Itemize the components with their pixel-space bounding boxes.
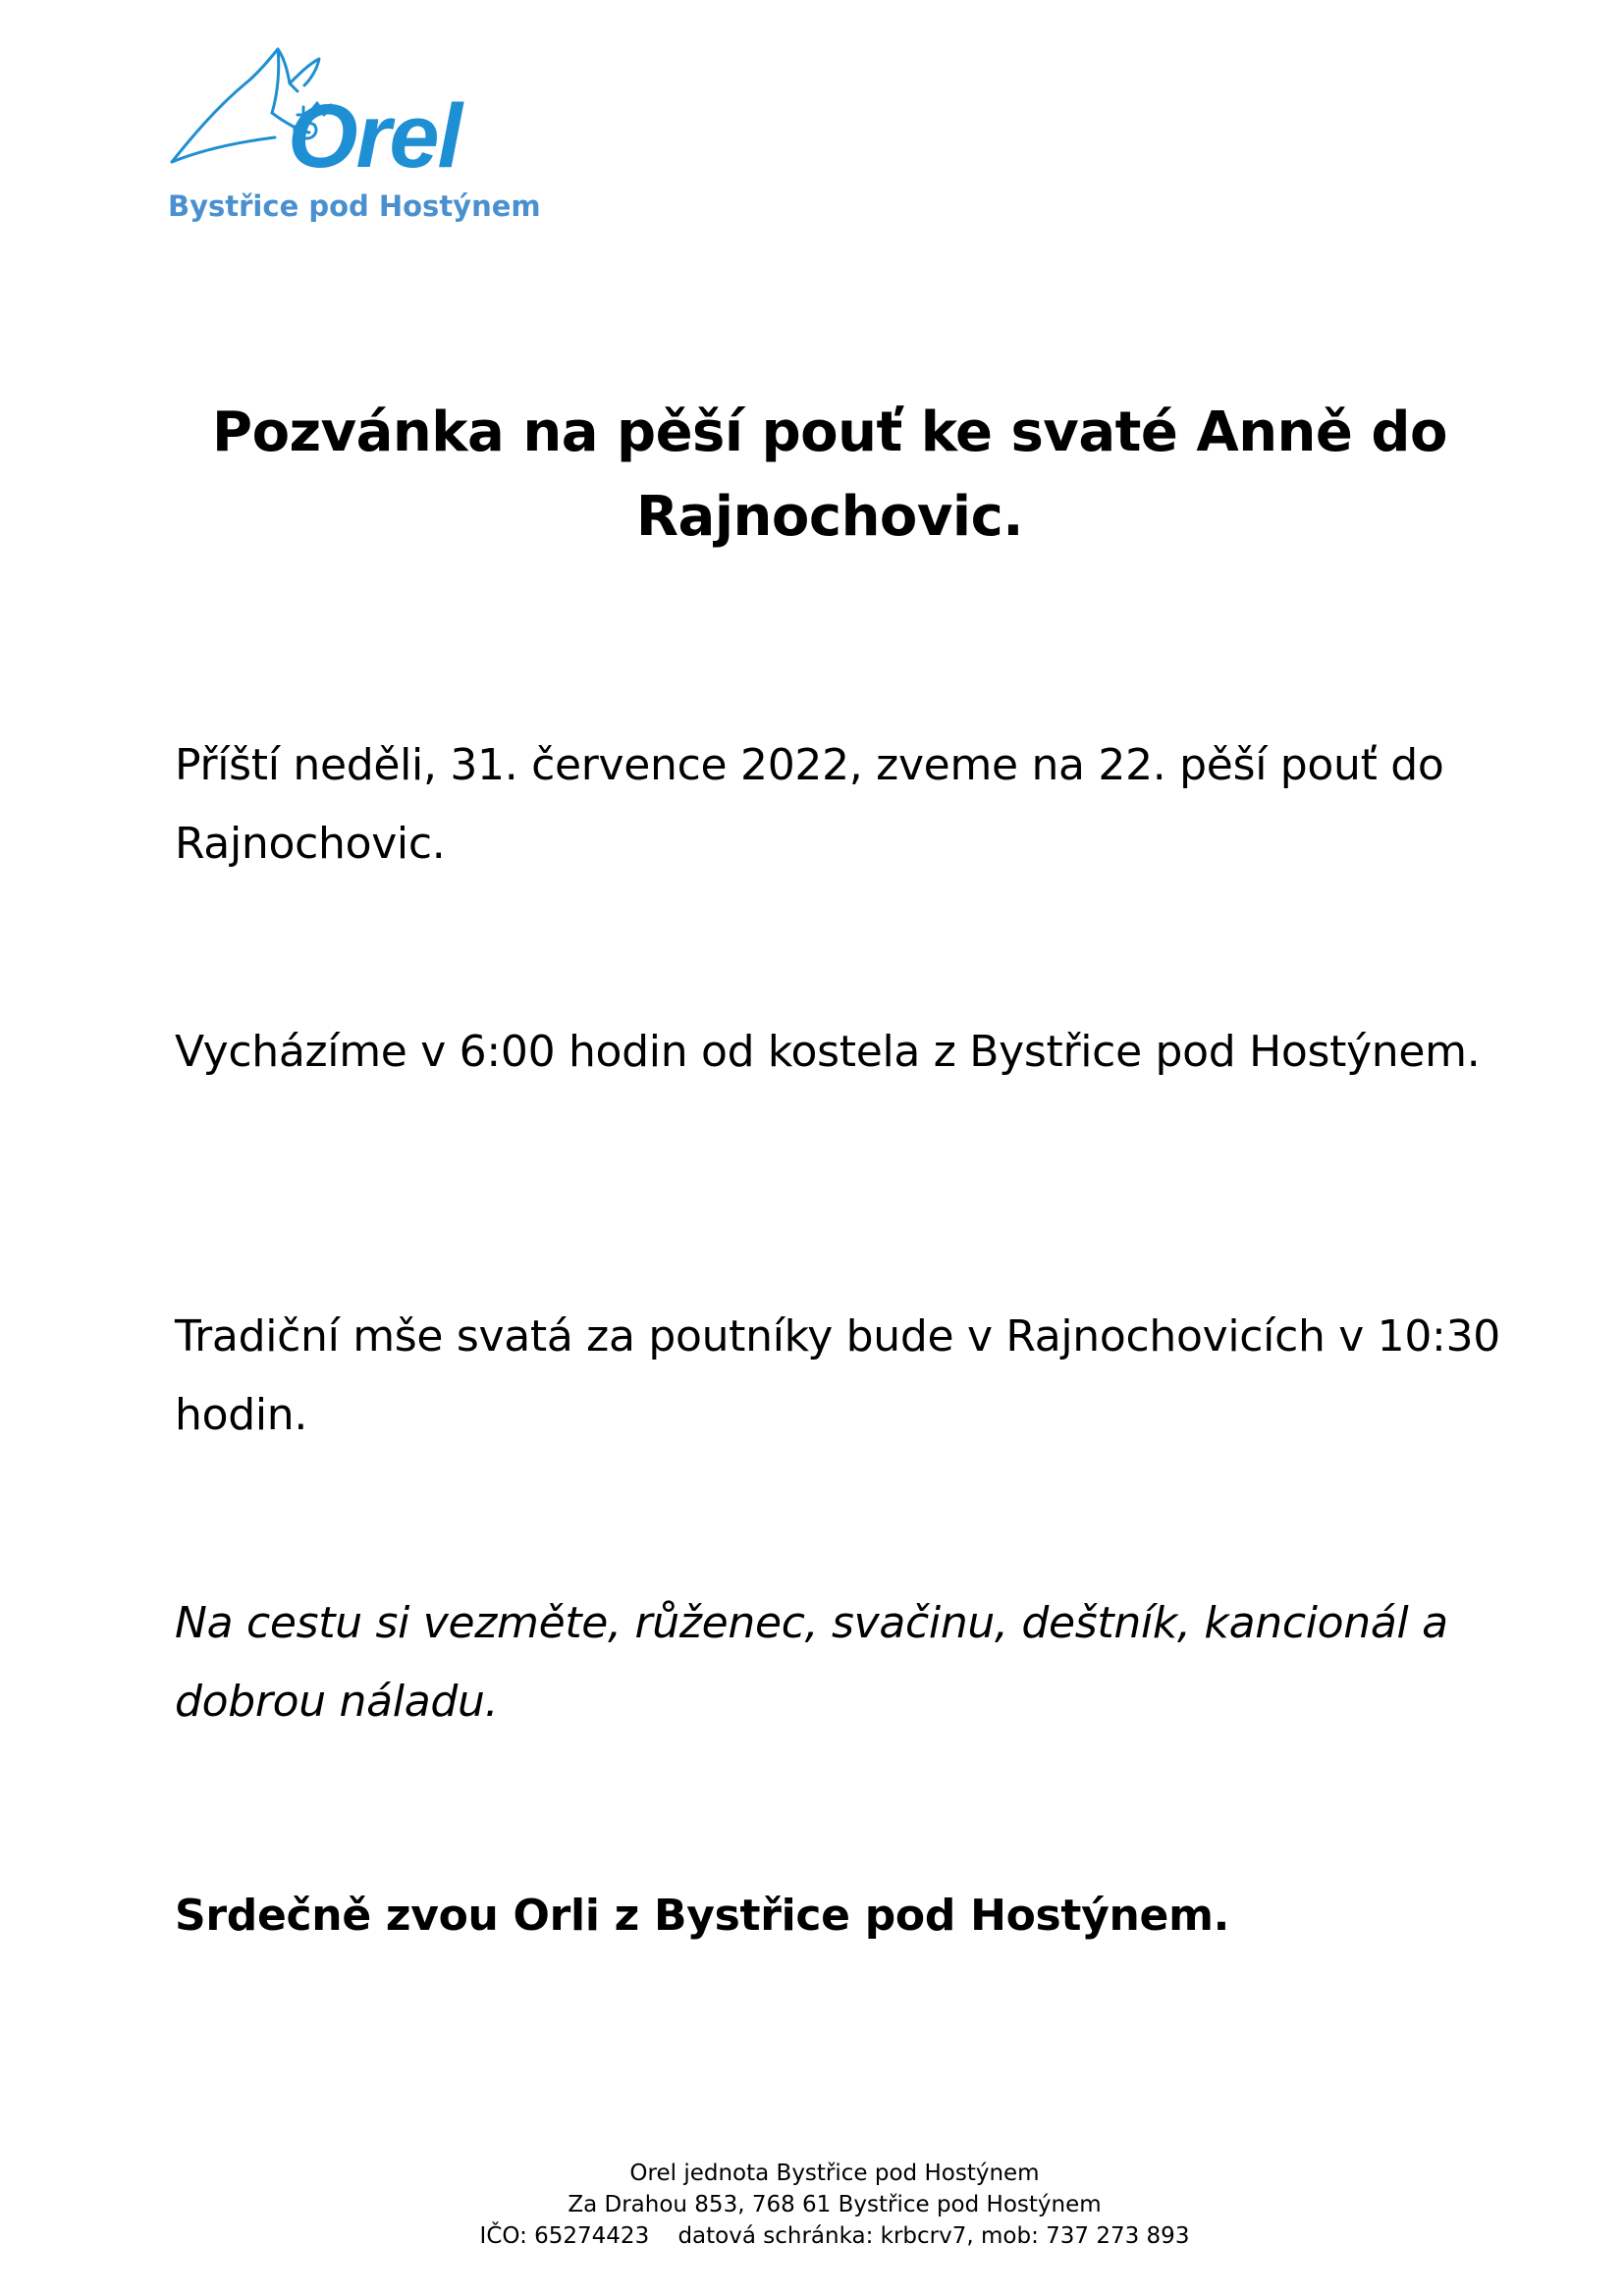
paragraph-packing: Na cestu si vezměte, růženec, svačinu, deštník, kancionál a dobrou náladu. [175,1598,1448,1727]
footer-org-name: Orel jednota Bystřice pod Hostýnem [629,2161,1040,2186]
paragraph-date: Příští neděli, 31. července 2022, zveme na 22. pěší pouť do Rajnochovic. [175,740,1444,869]
footer-address: Za Drahou 853, 768 61 Bystřice pod Hostýnem [568,2192,1102,2217]
paragraph-mass: Tradiční mše svatá za poutníky bude v Rajnochovicích v 10:30 hodin. [175,1311,1500,1440]
page-title: Pozvánka na pěší pouť ke svaté Anně do Rajnochovic. [212,400,1447,549]
logo-caption: Bystřice pod Hostýnem [168,189,541,223]
paragraph-departure: Vycházíme v 6:00 hodin od kostela z Bystřice pod Hostýnem. [175,1027,1481,1077]
footer [0,2158,1624,2252]
paragraph-invitation: Srdečně zvou Orli z Bystřice pod Hostýnem. [175,1891,1230,1941]
logo-wordmark: Orel [288,86,461,187]
footer-contact: IČO: 65274423 datová schránka: krbcrv7, mob: 737 273 893 [479,2223,1190,2249]
orel-logo [162,44,574,231]
